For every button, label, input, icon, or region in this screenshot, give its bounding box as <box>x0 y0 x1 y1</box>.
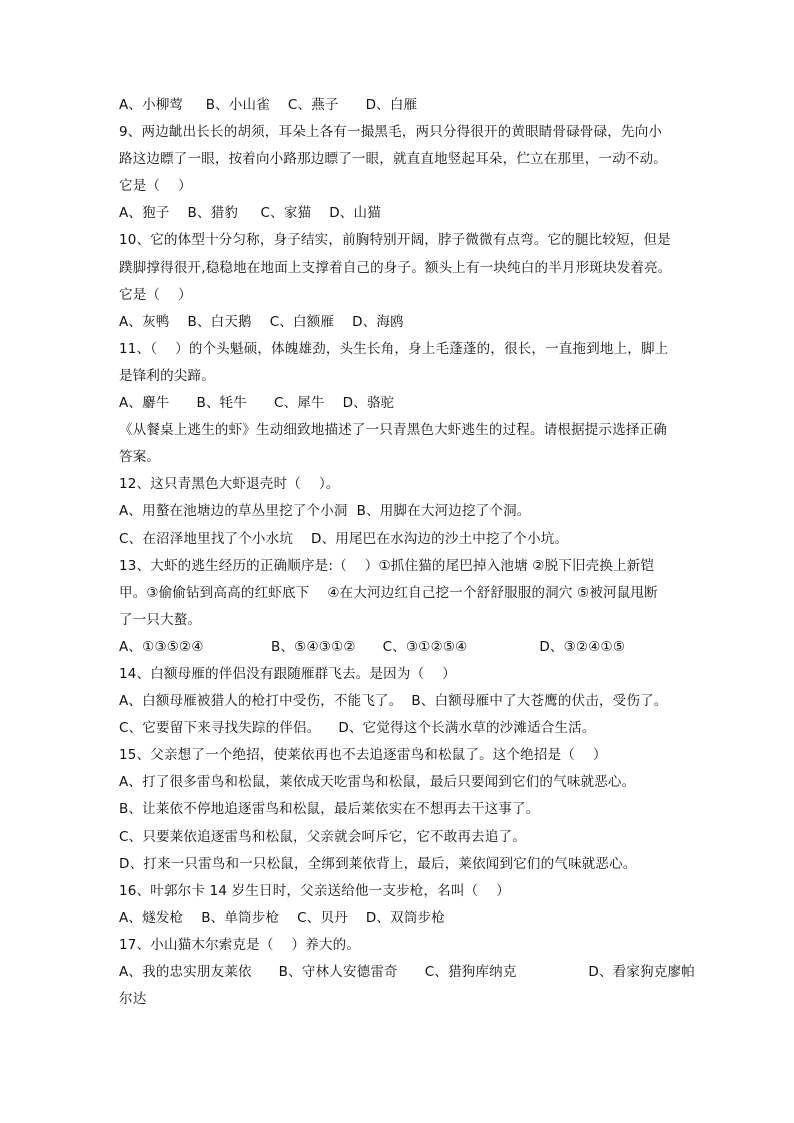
text-line: 甲。③偷偷钻到高高的红虾底下 ④在大河边红自己挖一个舒舒服服的洞穴 ⑤被河鼠甩断 <box>119 584 658 601</box>
options-line: B、让莱依不停地追逐雷鸟和松鼠，最后莱依实在不想再去干这事了。 <box>119 801 540 818</box>
text-line: 蹼脚撑得很开,稳稳地在地面上支撑着自己的身子。额头上有一块纯白的半月形斑块发着亮。 <box>119 259 672 276</box>
text-line: 尔达 <box>119 991 147 1008</box>
options-line: C、在沼泽地里找了个小水坑 D、用尾巴在水沟边的沙土中挖了个小坑。 <box>119 530 569 547</box>
options-line: A、狍子 B、猎豹 C、家猫 D、山猫 <box>119 205 381 222</box>
question-15-line: 15、父亲想了一个绝招，使莱依再也不去追逐雷鸟和松鼠了。这个绝招是（ ） <box>119 747 607 764</box>
options-line: A、燧发枪 B、单筒步枪 C、贝丹 D、双筒步枪 <box>119 909 445 926</box>
text-line: A、小柳莺 B、小山雀 C、燕子 D、白雁 <box>119 97 418 113</box>
question-11-line: 11、（ ）的个头魁硕，体魄雄劲，头生长角，身上毛蓬蓬的，很长，一直拖到地上，脚上 <box>119 340 669 357</box>
question-12-line: 12、这只青黑色大虾退壳时（ ）。 <box>119 476 340 493</box>
text-line: 答案。 <box>119 449 161 466</box>
question-14-line: 14、白额母雁的伴侣没有跟随雁群飞去。是因为（ ） <box>119 665 456 682</box>
question-17-line: 17、小山猫木尔索克是（ ）养大的。 <box>119 936 361 953</box>
text-line: 它是（ ） <box>119 178 192 195</box>
options-line: A、白额母雁被猎人的枪打中受伤，不能飞了。 B、白额母雁中了大苍鹰的伏击，受伤了。 <box>119 693 668 710</box>
text-line: 是锋利的尖蹄。 <box>119 367 215 384</box>
options-line: A、我的忠实朋友莱依 B、守林人安德雷奇 C、猎狗库纳克 D、看家狗克廖帕 <box>119 964 695 980</box>
options-line: A、打了很多雷鸟和松鼠，莱依成天吃雷鸟和松鼠，最后只要闻到它们的气味就恶心。 <box>119 774 636 791</box>
options-line: A、麝牛 B、牦牛 C、犀牛 D、骆驼 <box>119 395 395 412</box>
section-intro-line: 《从餐桌上逃生的虾》生动细致地描述了一只青黑色大虾逃生的过程。请根据提示选择正确 <box>119 422 667 439</box>
text-line: 路这边瞟了一眼，按着向小路那边瞟了一眼，就直直地竖起耳朵，伫立在那里，一动不动。 <box>119 151 667 168</box>
text-line: 了一只大螯。 <box>119 611 202 628</box>
question-16-line: 16、叶郭尔卡 14 岁生日时，父亲送给他一支步枪，名叫（ ） <box>119 882 510 899</box>
exam-page <box>119 92 695 1013</box>
options-line: C、只要莱依追逐雷鸟和松鼠，父亲就会呵斥它，它不敢再去追了。 <box>119 828 526 845</box>
question-10-line: 10、它的体型十分匀称，身子结实，前胸特别开阔，脖子微微有点弯。它的腿比较短，但是 <box>119 232 671 249</box>
options-line: A、用螯在池塘边的草丛里挖了个小洞 B、用脚在大河边挖了个洞。 <box>119 503 531 520</box>
question-9-line: 9、两边龇出长长的胡须，耳朵上各有一撮黑毛，两只分得很开的黄眼睛骨碌骨碌，先向小 <box>119 124 663 141</box>
options-line: D、打来一只雷鸟和一只松鼠，全绑到莱依背上，最后，莱依闻到它们的气味就恶心。 <box>119 855 637 872</box>
question-13-line: 13、大虾的逃生经历的正确顺序是:（ ）①抓住猫的尾巴掉入池塘 ②脱下旧壳换上新铠 <box>119 557 655 574</box>
options-line: A、①③⑤②④ B、⑤④③①② C、③①②⑤④ D、③②④①⑤ <box>119 638 626 655</box>
options-line: A、灰鸭 B、白天鹅 C、白额雁 D、海鸥 <box>119 313 404 330</box>
options-line: C、它要留下来寻找失踪的伴侣。 D、它觉得这个长满水草的沙滩适合生活。 <box>119 720 596 737</box>
text-line: 它是（ ） <box>119 286 192 303</box>
